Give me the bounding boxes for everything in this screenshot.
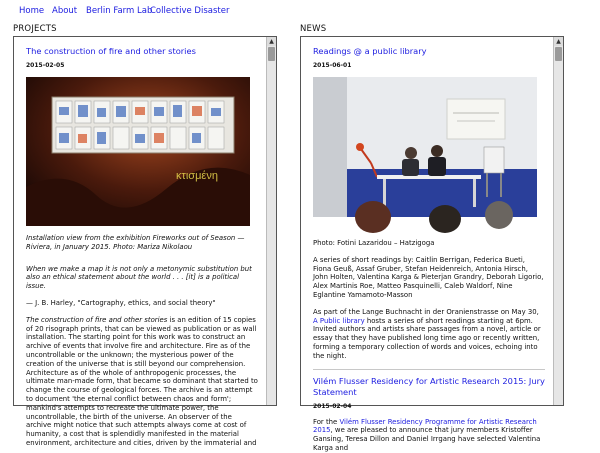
readings-photo-credit: Photo: Fotini Lazaridou – Hatzigoga <box>313 239 435 247</box>
readings-description-pre: As part of the Lange Buchnacht in der Oranienstrasse on May 30, <box>313 307 539 316</box>
projects-panel[interactable] <box>13 36 277 447</box>
news-scroll-thumb[interactable] <box>555 47 562 61</box>
photo-caption: Installation view from the exhibition Fireworks out of Season —Riviera, in January 2015. Photo: Mariza Nikolaou <box>26 234 245 251</box>
svg-text:κτισμένη: κτισμένη <box>176 170 218 182</box>
projects-content <box>14 37 266 447</box>
nav-home-link[interactable]: Home <box>19 6 45 16</box>
readings-description <box>313 308 545 361</box>
project-description-body: is an edition of 15 copies of 20 risograph prints, that can be viewed as publication or as wall installation. The starting point for this work was to construct an archive of events that involve fire and architecture. Fire as of the uncontrollable or the unknown; the mysterious power of the creation of the universe that is still beyond our comprehension. Architecture as of the whole of anthropogenic processes, the ultimate man-made form, that became so dominant that started to change the course of geological forces. The archive is an attempt to document 'the eternal conflict between chaos and form'; mankind's attempts to recreate the ultimate power, the uncontrollable, the birth of the universe. An observer of the archive might notice that such attempts always come at cost of humanity, a cost that is splendidly manifested in the material environment, architecture and cities, driven by the immaterial and <box>26 315 258 447</box>
nav-about-link[interactable]: About <box>52 6 78 16</box>
public-library-link[interactable]: A Public library <box>313 316 365 325</box>
top-navigation <box>0 0 600 22</box>
news-heading: NEWS <box>300 24 327 34</box>
flusser-text-pre: For the <box>313 417 340 426</box>
news-title-link-readings[interactable]: Readings @ a public library <box>313 46 427 56</box>
scroll-up-arrow-icon[interactable]: ▲ <box>267 37 276 46</box>
news-divider <box>313 369 545 370</box>
project-title-link[interactable]: The construction of fire and other stories <box>26 46 196 56</box>
readings-description-post: hosts a series of short readings starting at 6pm. Invited authors and artists share passages from a novel, article or essay that they have published long time ago or recently written, forming a temporary collection of words and voices, echoing into the night. <box>313 316 541 360</box>
flusser-programme-link[interactable]: Vilém Flusser Residency Programme for Artistic Research 2015 <box>313 417 537 435</box>
flusser-text-post: , we are pleased to announce that jury members Kristoffer Gansing, Teresa Dillon and Daniel Irrgang have selected Valentina Karga and <box>313 426 541 452</box>
project-description-title: The construction of fire and other stories <box>26 315 168 324</box>
projects-scrollbar[interactable] <box>266 37 276 405</box>
nav-berlin-farm-lab-link[interactable]: Berlin Farm Lab <box>86 6 153 16</box>
readings-photo <box>313 77 537 226</box>
quote-attribution: — J. B. Harley, "Cartography, ethics, and social theory" <box>26 298 216 307</box>
projects-heading: PROJECTS <box>13 24 57 34</box>
installation-photo <box>26 77 250 226</box>
news-date-readings: 2015-06-01 <box>313 62 352 69</box>
news-date-flusser: 2015-02-04 <box>313 402 352 410</box>
projects-scroll-thumb[interactable] <box>268 47 275 61</box>
nav-collective-disaster-link[interactable]: Collective Disaster <box>150 6 230 16</box>
flusser-text <box>313 418 545 453</box>
readings-participants: A series of short readings by: Caitlin Berrigan, Federica Bueti, Fiona Geuß, Assaf Gruber, Stefan Heidenreich, Antonia Hirsch, John Holten, Valentina Karga & Pieterjan Grandry, Deborah Ligorio, Alex Martinis Roe, Matteo Pasquinelli, Caleb Waldorf, Nine Eglantine Yamamoto-Masson <box>313 255 544 299</box>
project-description <box>26 316 258 448</box>
news-title-link-flusser[interactable]: Vilém Flusser Residency for Artistic Research 2015: Jury Statement <box>313 375 545 397</box>
news-content <box>301 37 553 452</box>
installation-image-graphic <box>26 77 250 226</box>
readings-image-graphic <box>313 77 537 217</box>
map-quote: When we make a map it is not only a metonymic substitution but also an ethical statement about the world . . . [it] is a political issue. <box>26 264 252 291</box>
news-panel[interactable] <box>300 36 564 452</box>
scroll-up-arrow-icon[interactable]: ▲ <box>554 37 563 46</box>
project-date: 2015-02-05 <box>26 62 65 69</box>
news-scrollbar[interactable] <box>553 37 563 405</box>
